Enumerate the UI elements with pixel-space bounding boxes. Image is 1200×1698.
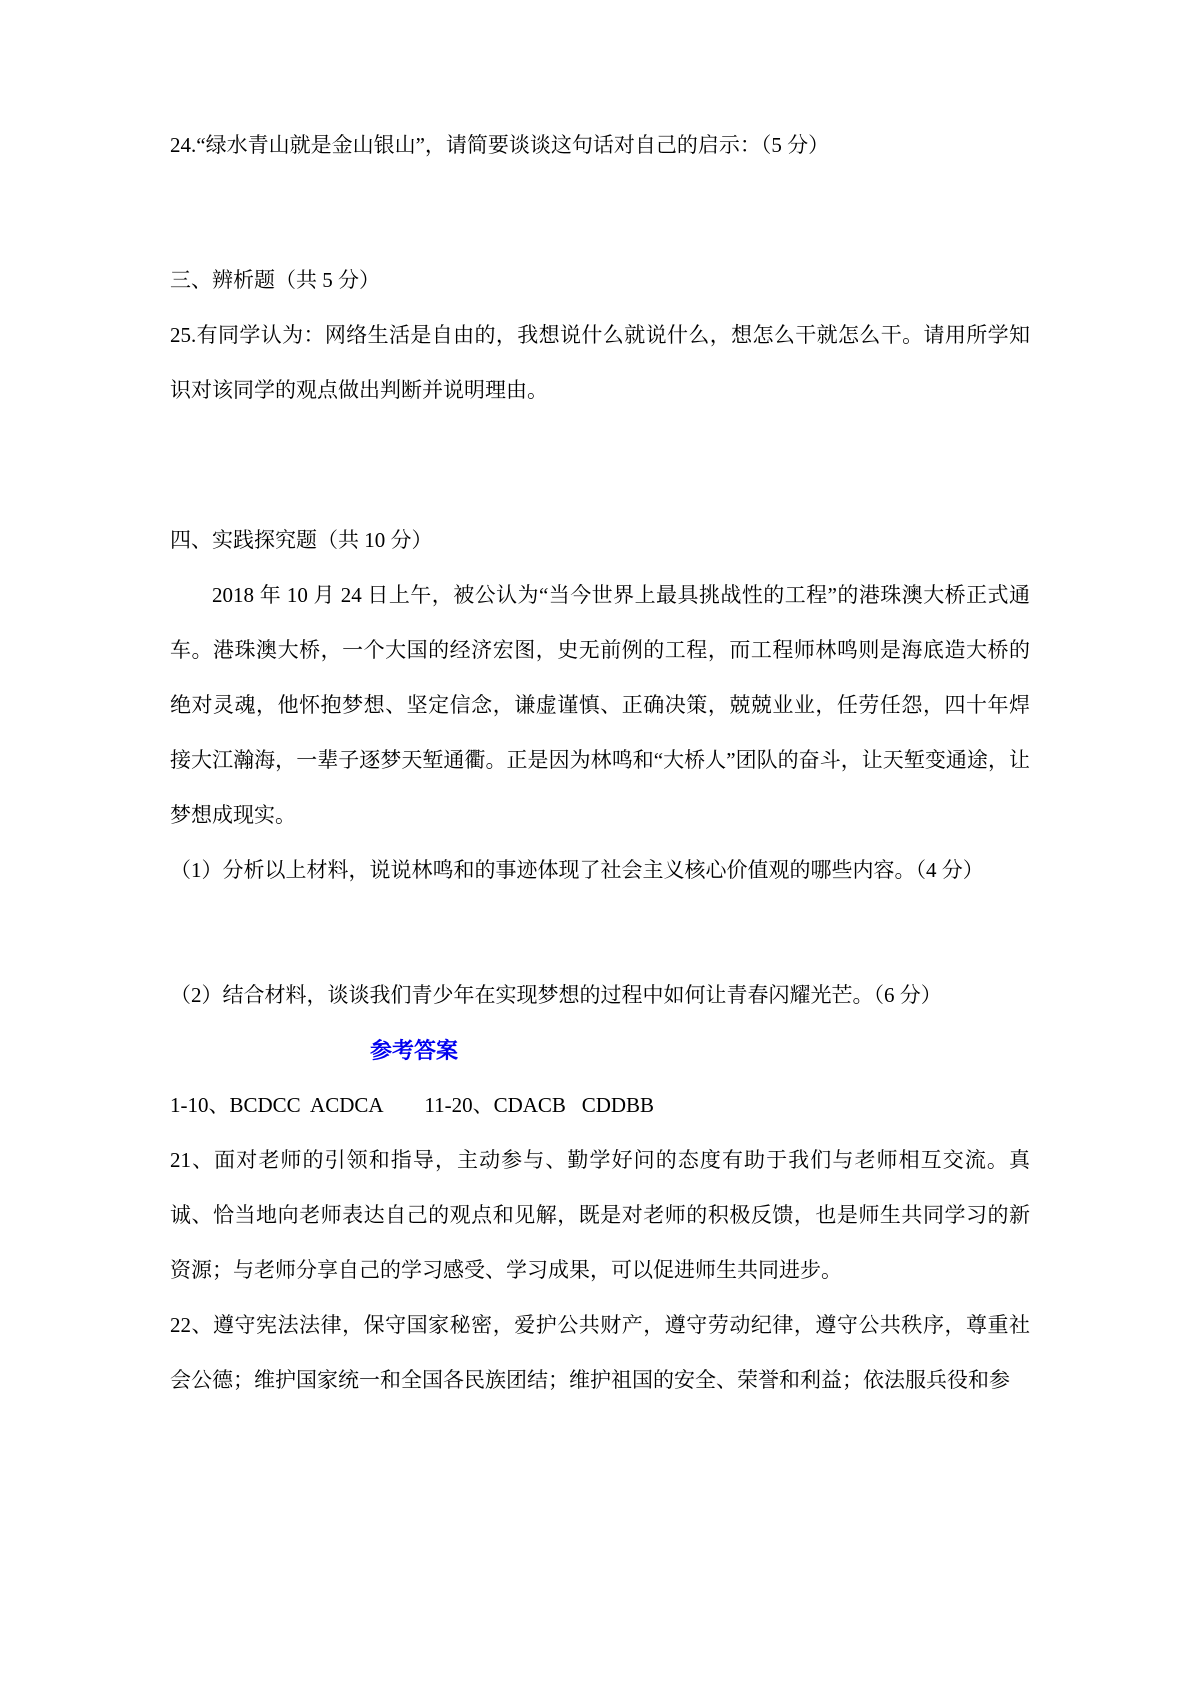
question-24: 24.“绿水青山就是金山银山”，请简要谈谈这句话对自己的启示：（5 分） bbox=[170, 133, 830, 157]
answer-22: 22、遵守宪法法律，保守国家秘密，爱护公共财产，遵守劳动纪律，遵守公共秩序，尊重社会公德；维护国家统一和全国各民族团结；维护祖国的安全、荣誉和利益；依法服兵役和参 bbox=[170, 1313, 1030, 1392]
answer-21: 21、面对老师的引领和指导，主动参与、勤学好问的态度有助于我们与老师相互交流。真诚、恰当地向老师表达自己的观点和见解，既是对老师的积极反馈，也是师生共同学习的新资源；与老师分享自己的学习感受、学习成果，可以促进师生共同进步。 bbox=[170, 1148, 1030, 1282]
reference-answers-heading: 参考答案 bbox=[370, 1038, 459, 1063]
answers-multiple-choice: 1-10、BCDCC ACDCA 11-20、CDACB CDDBB bbox=[170, 1093, 655, 1117]
material-paragraph: 2018 年 10 月 24 日上午，被公认为“当今世界上最具挑战性的工程”的港珠澳大桥正式通车。港珠澳大桥，一个大国的经济宏图，史无前例的工程，而工程师林鸣则是海底造大桥的绝对灵魂，他怀抱梦想、坚定信念，谦虚谨慎、正确决策，兢兢业业，任劳任怨，四十年焊接大江瀚海，一辈子逐梦天堑通衢。正是因为林鸣和“大桥人”团队的奋斗，让天堑变通途，让梦想成现实。 bbox=[170, 583, 1030, 827]
section-3-heading: 三、辨析题（共 5 分） bbox=[170, 268, 380, 292]
question-25: 25.有同学认为：网络生活是自由的，我想说什么就说什么，想怎么干就怎么干。请用所学知识对该同学的观点做出判断并说明理由。 bbox=[170, 323, 1030, 402]
question-26-part1: （1）分析以上材料，说说林鸣和的事迹体现了社会主义核心价值观的哪些内容。（4 分） bbox=[170, 858, 984, 882]
question-26-part2: （2）结合材料，谈谈我们青少年在实现梦想的过程中如何让青春闪耀光芒。（6 分） bbox=[170, 983, 942, 1007]
section-4-heading: 四、实践探究题（共 10 分） bbox=[170, 528, 433, 552]
